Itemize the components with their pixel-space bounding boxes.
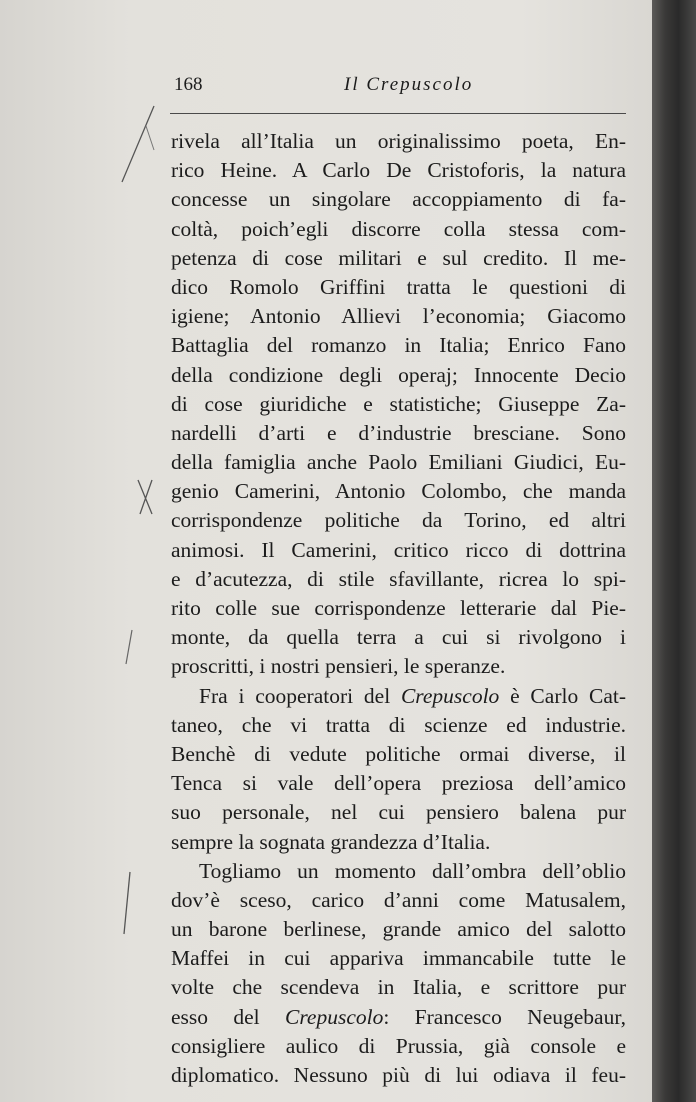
text-line: corrispondenze politiche da Torino, ed altri xyxy=(171,508,626,533)
body-text xyxy=(171,127,626,1090)
pencil-mark-tick xyxy=(122,628,138,668)
text-line: nardelli d’arti e d’industrie bresciane. Sono xyxy=(171,420,626,445)
text-line: rivela all’Italia un originalissimo poeta, En- xyxy=(171,129,626,153)
text-line: della famiglia anche Paolo Emiliani Giudici, Eu- xyxy=(171,450,626,475)
text-line: sempre la sognata grandezza d’Italia. xyxy=(171,829,491,854)
book-binding-edge xyxy=(652,0,696,1102)
pencil-mark-slash xyxy=(118,100,158,190)
text-line: consigliere aulico di Prussia, già console e xyxy=(171,1033,626,1058)
text-line: Benchè di vedute politiche ormai diverse, il xyxy=(171,741,626,766)
text-line: dov’è sceso, carico d’anni come Matusalem, xyxy=(171,887,626,912)
text-line: rito colle sue corrispondenze letterarie dal Pie- xyxy=(171,596,626,620)
text-line: suo personale, nel cui pensiero balena pur xyxy=(171,800,626,825)
page-number: 168 xyxy=(174,74,203,95)
text-line: Maffei in cui appariva immancabile tutte le xyxy=(171,946,626,971)
text-line: igiene; Antonio Allievi l’economia; Giacomo xyxy=(171,304,626,329)
text-line: della condizione degli operaj; Innocente Decio xyxy=(171,362,626,387)
text-line: diplomatico. Nessuno più di lui odiava il feu- xyxy=(171,1063,626,1087)
pencil-mark-line xyxy=(120,870,136,940)
text-line: volte che scendeva in Italia, e scrittore pur xyxy=(171,975,626,1000)
text-line: animosi. Il Camerini, critico ricco di dottrina xyxy=(171,537,626,562)
text-line: coltà, poich’egli discorre colla stessa com- xyxy=(171,216,626,241)
text-line: concesse un singolare accoppiamento di fa- xyxy=(171,187,626,212)
text-line: taneo, che vi tratta di scienze ed industrie. xyxy=(171,712,626,737)
text-line: dico Romolo Griffini tratta le questioni di xyxy=(171,274,626,299)
text-line: Battaglia del romanzo in Italia; Enrico Fano xyxy=(171,333,626,358)
text-line: Fra i cooperatori del Crepuscolo è Carlo Cat- xyxy=(199,683,627,708)
italic-title: Crepuscolo xyxy=(285,1004,384,1029)
italic-title: Crepuscolo xyxy=(400,683,500,708)
text-line: e d’acutezza, di stile sfavillante, ricrea lo spi- xyxy=(171,566,626,591)
text-line: monte, da quella terra a cui si rivolgono i xyxy=(171,625,626,650)
text-line: esso del Crepuscolo: Francesco Neugebaur, xyxy=(171,1004,626,1029)
text-line: di cose giuridiche e statistiche; Giuseppe Za- xyxy=(171,391,626,416)
text-line: genio Camerini, Antonio Colombo, che manda xyxy=(171,479,626,504)
text-line: rico Heine. A Carlo De Cristoforis, la natura xyxy=(171,158,626,183)
text-line: petenza di cose militari e sul credito. Il me- xyxy=(171,245,626,270)
running-title: Il Crepuscolo xyxy=(344,74,474,95)
text-line: Togliamo un momento dall’ombra dell’oblio xyxy=(199,858,626,883)
text-line: un barone berlinese, grande amico del salotto xyxy=(171,917,626,942)
pencil-mark-cross xyxy=(134,478,158,518)
page-header xyxy=(174,74,634,102)
text-line: Tenca si vale dell’opera preziosa dell’amico xyxy=(171,771,626,796)
header-rule xyxy=(170,113,626,114)
text-line: proscritti, i nostri pensieri, le speranze. xyxy=(171,654,506,679)
